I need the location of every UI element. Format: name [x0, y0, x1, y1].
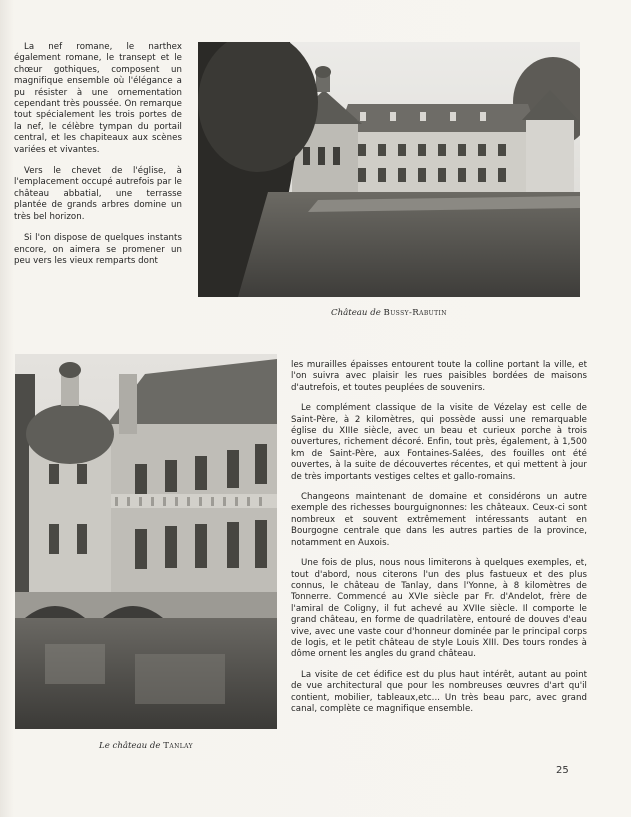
paragraph: La nef romane, le narthex également romane, le transept et le chœur gothiques, composent un magnifique ensemble où l'élégance a pu résister à une ornementation cependant très poussée. On remarque tout spécialement les trois portes de la nef, le célèbre tympan du portail central, et les chapiteaux aux scènes variées et vivantes. — [14, 42, 182, 155]
paragraph: Vers le chevet de l'église, à l'emplacement occupé autrefois par le château abbatial, une terrasse plantée de grands arbres domine un très bel horizon. — [14, 166, 182, 222]
paragraph: Si l'on dispose de quelques instants encore, on aimera se promener un peu vers les vieux remparts dont — [14, 233, 182, 266]
caption-name: Bussy-Rabutin — [383, 308, 447, 318]
paragraph: Changeons maintenant de domaine et considérons un autre exemple des richesses bourguignonnes: les châteaux. Ceux-ci sont nombreux et souvent extrêmement intéressants autant en Bourgogne centrale que dans les autres parties de la province, notamment en Auxois. — [291, 492, 587, 548]
caption-prefix: Château de — [331, 308, 381, 318]
photo-tanlay — [15, 354, 277, 729]
caption-bussy-rabutin — [198, 308, 580, 318]
caption-tanlay — [15, 741, 277, 751]
page-number: 25 — [556, 765, 569, 776]
paragraph: La visite de cet édifice est du plus haut intérêt, autant au point de vue architectural que pour les nombreuses œuvres d'art qu'il contient, mobilier, tableaux,etc... Un très beau parc, avec grand canal, complète ce magnifique ensemble. — [291, 669, 587, 714]
paragraph: Une fois de plus, nous nous limiterons à quelques exemples, et, tout d'abord, nous citerons l'un des plus fastueux et des plus connus, le château de Tanlay, dans l'Yonne, à 8 kilomètres de Tonnerre. Commencé au XVIe siècle par Fr. d'Andelot, frère de l'amiral de Coligny, il fut achevé au XVIIe siècle. Il comporte le grand château, en forme de quadrilatère, entouré de douves d'eau vive, avec une vaste cour d'honneur dominée par le principal corps de logis, et le petit château de style Louis XIII. Des tours rondes à dôme ornent les angles du grand château. — [291, 558, 587, 660]
caption-prefix: Le château de — [98, 741, 161, 751]
text-column-left — [14, 42, 182, 277]
photo-bussy-rabutin — [198, 42, 580, 297]
caption-name: Tanlay — [163, 741, 193, 751]
text-column-right — [291, 360, 587, 724]
paragraph: Le complément classique de la visite de Vézelay est celle de Saint-Père, à 2 kilomètres, qui possède aussi une remarquable église du XIIIe siècle, avec un beau et curieux porche à trois ouvertures, richement décoré. Enfin, tout près, également, à 1,500 km de Saint-Père, aux Fontaines-Salées, des fouilles ont été ouvertes, à la suite de découvertes récentes, et qui mettent à jour de très importants vestiges celtes et gallo-romains. — [291, 403, 587, 482]
paragraph: les murailles épaisses entourent toute la colline portant la ville, et l'on suivra avec plaisir les rues paisibles bordées de maisons d'autrefois, et toutes peuplées de souvenirs. — [291, 360, 587, 393]
